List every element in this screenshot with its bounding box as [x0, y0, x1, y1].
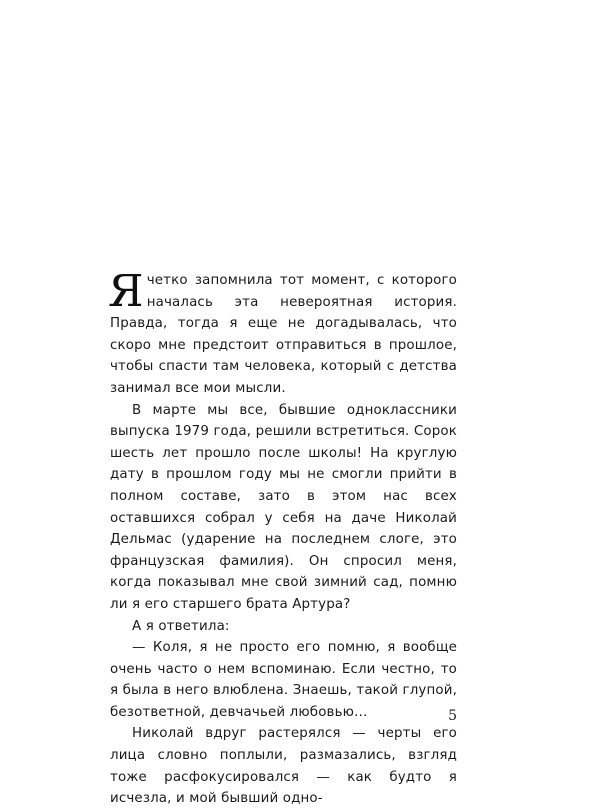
paragraph-4: — Коля, я не просто его помню, я вообще очень часто о нем вспоминаю. Если честно, то я была в него влюблена. Знаешь, такой глупой, безответной, девчачьей любовью… [110, 640, 457, 720]
page-number: 5 [448, 708, 457, 724]
paragraph-5: Николай вдруг растерялся — черты его лица словно поплыли, размазались, взгляд тоже расфокусировался — как будто я исчезла, и мой бывший одно- [110, 726, 457, 807]
paragraph-1-text: четко запомнила тот момент, с которого началась эта невероятная история. Правда, тогда я еще не догадывалась, что скоро мне предстоит отправиться в прошлое, чтобы спасти там человека, который с детства занимал все мои мысли. [110, 273, 457, 396]
paragraph-2: В марте мы все, бывшие одноклассники выпуска 1979 года, решили встретиться. Сорок шесть лет прошло после школы! На круглую дату в прошлом году мы не смогли прийти в полном составе, зато в этом нас всех оставшихся собрал у себя на даче Николай Дельмас (ударение на последнем слоге, это французская фамилия). Он спросил меня, когда показывал мне свой зимний сад, помню ли я его старшего брата Артура? [110, 402, 457, 612]
paragraph-1 [108, 266, 457, 400]
paragraph-3: А я ответила: [132, 618, 230, 634]
drop-cap: Я [108, 266, 144, 317]
body-text [108, 266, 457, 810]
